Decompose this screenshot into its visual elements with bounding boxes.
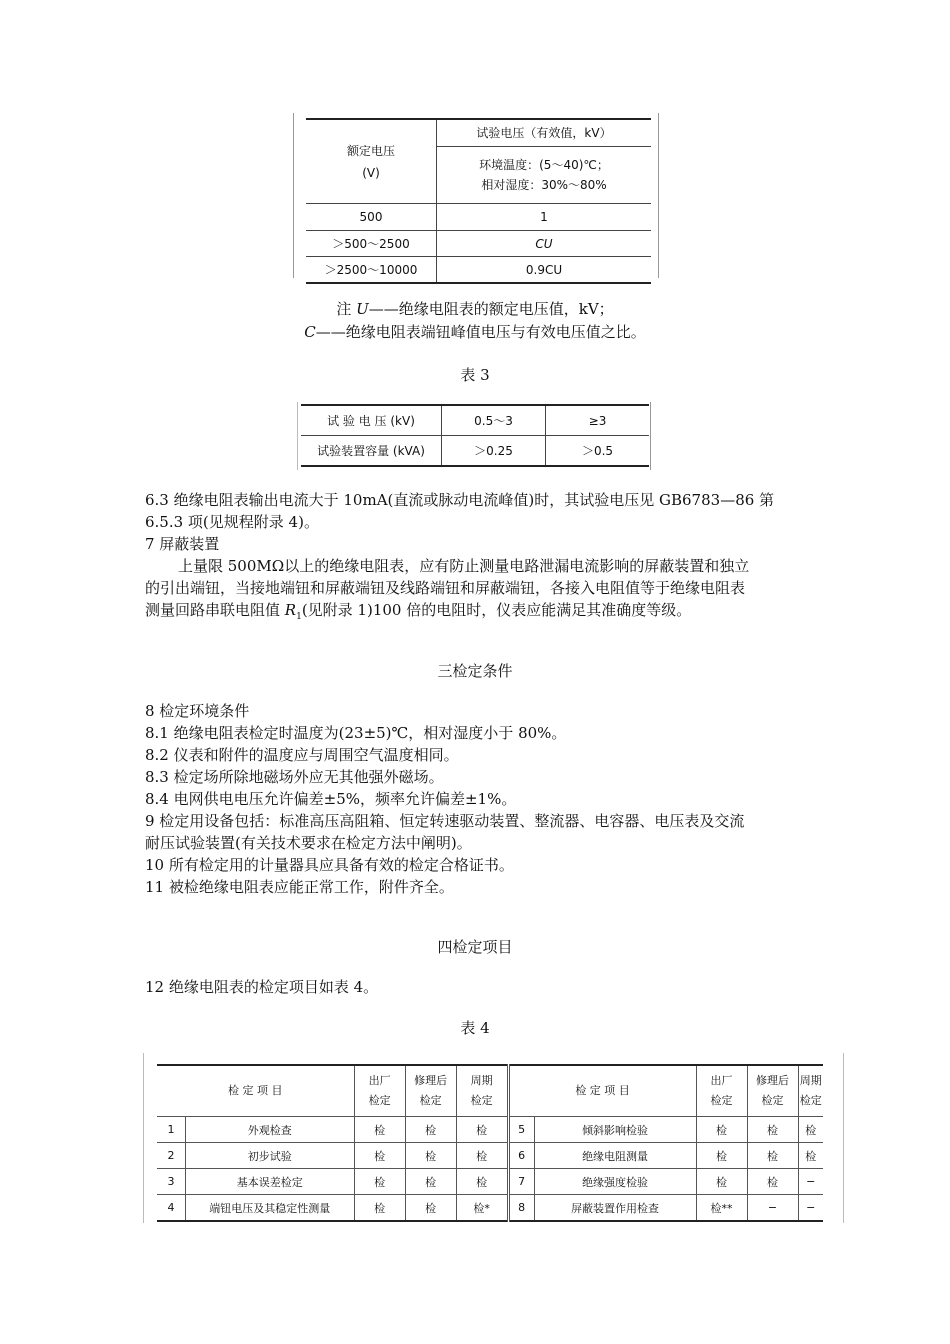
header-period bbox=[456, 1065, 508, 1117]
section-8-title: 8 检定环境条件 bbox=[145, 702, 250, 720]
table-cell: 检 bbox=[798, 1117, 823, 1143]
table-cell: − bbox=[798, 1169, 823, 1195]
table-row bbox=[157, 1143, 823, 1169]
table-cell: 检 bbox=[456, 1117, 508, 1143]
header-repair-2: 检定 bbox=[419, 1094, 442, 1107]
header-period-2: 检定 bbox=[470, 1094, 493, 1107]
env-humidity: 相对湿度：30%～80% bbox=[481, 178, 607, 192]
para-11: 11 被检绝缘电阻表应能正常工作，附件齐全。 bbox=[145, 878, 454, 896]
header-period-2col bbox=[798, 1065, 823, 1117]
table-cell: 检 bbox=[456, 1169, 508, 1195]
table-cell: 绝缘强度检验 bbox=[534, 1169, 696, 1195]
table-cell: 4 bbox=[157, 1195, 186, 1222]
table-cell: 7 bbox=[508, 1169, 534, 1195]
table-cell: 检 bbox=[405, 1143, 456, 1169]
table-row bbox=[157, 1117, 823, 1143]
verification-items-table bbox=[143, 1053, 844, 1223]
header-item: 检 定 项 目 bbox=[157, 1065, 354, 1117]
header-factory-2col-2: 检定 bbox=[710, 1094, 733, 1107]
note-line-2 bbox=[0, 321, 950, 342]
header-period-2col-2: 检定 bbox=[799, 1094, 822, 1107]
table-cell: 1 bbox=[157, 1117, 186, 1143]
table-cell: ＞0.5 bbox=[581, 444, 614, 458]
para-8-1: 8.1 绝缘电阻表检定时温度为(23±5)℃，相对湿度小于 80%。 bbox=[145, 724, 567, 742]
table-cell: 检 bbox=[747, 1143, 798, 1169]
table-cell: 2 bbox=[157, 1143, 186, 1169]
capacity-table bbox=[297, 402, 651, 470]
table-cell: 3 bbox=[157, 1169, 186, 1195]
note-line-1 bbox=[0, 298, 950, 319]
table-cell: 500 bbox=[306, 204, 437, 231]
table-cell: 检 bbox=[405, 1169, 456, 1195]
header-period-2col-1: 周期 bbox=[799, 1074, 822, 1087]
env-temperature: 环境温度：(5～40)℃； bbox=[479, 158, 609, 172]
table3-caption: 表 3 bbox=[460, 366, 490, 384]
table-cell: 0.9CU bbox=[437, 257, 652, 284]
table-cell: 端钮电压及其稳定性测量 bbox=[186, 1195, 355, 1222]
section-4-heading: 四检定项目 bbox=[437, 938, 513, 956]
table-row bbox=[157, 1195, 823, 1222]
table-cell: 基本误差检定 bbox=[186, 1169, 355, 1195]
table-cell: 检 bbox=[747, 1117, 798, 1143]
para-7-text-b: (见附录 1)100 倍的电阻时，仪表应能满足其准确度等级。 bbox=[301, 601, 692, 619]
note-prefix: 注 bbox=[336, 300, 357, 318]
table-cell: ＞500～2500 bbox=[306, 231, 437, 257]
para-6-3-line1: 6.3 绝缘电阻表输出电流大于 10mA(直流或脉动电流峰值)时，其试验电压见 GB6783—86 第 bbox=[145, 491, 775, 509]
table-cell: 检** bbox=[696, 1195, 747, 1222]
table-cell: ＞2500～10000 bbox=[306, 257, 437, 284]
para-7-text-a: 测量回路串联电阻值 bbox=[145, 601, 285, 619]
table-cell: 检 bbox=[405, 1117, 456, 1143]
header-factory-2col bbox=[696, 1065, 747, 1117]
header-rated-voltage bbox=[306, 119, 437, 204]
header-repair-1: 修理后 bbox=[414, 1074, 448, 1087]
para-8-2: 8.2 仪表和附件的温度应与周围空气温度相同。 bbox=[145, 746, 459, 764]
table-cell: 检 bbox=[354, 1143, 405, 1169]
table-cell: 外观检查 bbox=[186, 1117, 355, 1143]
header-item-2: 检 定 项 目 bbox=[508, 1065, 696, 1117]
para-9-line2: 耐压试验装置(有关技术要求在检定方法中阐明)。 bbox=[145, 834, 472, 852]
table-cell: 检 bbox=[456, 1143, 508, 1169]
header-environment bbox=[437, 147, 652, 204]
para-12: 12 绝缘电阻表的检定项目如表 4。 bbox=[145, 978, 379, 996]
table-cell: 8 bbox=[508, 1195, 534, 1222]
para-7-var-r: R bbox=[284, 601, 297, 619]
table-cell: 检 bbox=[354, 1195, 405, 1222]
table-cell: 检 bbox=[354, 1117, 405, 1143]
header-repair-2col-2: 检定 bbox=[761, 1094, 784, 1107]
header-factory bbox=[354, 1065, 405, 1117]
header-period-1: 周期 bbox=[470, 1074, 493, 1087]
header-repair-2col-1: 修理后 bbox=[756, 1074, 790, 1087]
table-cell: 检 bbox=[747, 1169, 798, 1195]
header-rated-unit: (V) bbox=[362, 165, 380, 180]
section-3-heading: 三检定条件 bbox=[437, 662, 513, 680]
para-7-sub: 1 bbox=[296, 612, 302, 622]
table-cell: 6 bbox=[508, 1143, 534, 1169]
table-cell: 倾斜影响检验 bbox=[534, 1117, 696, 1143]
header-factory-2col-1: 出厂 bbox=[710, 1074, 733, 1087]
table-cell: 5 bbox=[508, 1117, 534, 1143]
table-cell: − bbox=[747, 1195, 798, 1222]
para-7-line1: 上量限 500MΩ以上的绝缘电阻表，应有防止测量电路泄漏电流影响的屏蔽装置和独立 bbox=[178, 557, 750, 575]
table-cell: 检 bbox=[696, 1169, 747, 1195]
table-cell: 检 bbox=[696, 1117, 747, 1143]
para-7-line2: 的引出端钮，当接地端钮和屏蔽端钮及线路端钮和屏蔽端钮，各接入电阻值等于绝缘电阻表 bbox=[145, 579, 746, 597]
table-cell: 试 验 电 压 (kV) bbox=[301, 405, 442, 436]
table-cell: 初步试验 bbox=[186, 1143, 355, 1169]
header-repair-2col bbox=[747, 1065, 798, 1117]
para-10: 10 所有检定用的计量器具应具备有效的检定合格证书。 bbox=[145, 856, 514, 874]
note-var-c: C bbox=[304, 323, 316, 341]
table-cell: − bbox=[806, 1201, 816, 1214]
voltage-table bbox=[293, 113, 659, 278]
note-text-2: ——绝缘电阻表端钮峰值电压与有效电压值之比。 bbox=[315, 323, 646, 341]
para-7-line3 bbox=[145, 599, 810, 628]
table-cell: ＞0.25 bbox=[442, 436, 546, 467]
header-factory-2: 检定 bbox=[368, 1094, 391, 1107]
table-row bbox=[157, 1169, 823, 1195]
table-cell: CU bbox=[437, 231, 652, 257]
header-repair bbox=[405, 1065, 456, 1117]
note-var-u: U bbox=[356, 300, 369, 318]
table-cell: 检 bbox=[354, 1169, 405, 1195]
table-cell: 检 bbox=[405, 1195, 456, 1222]
para-8-3: 8.3 检定场所除地磁场外应无其他强外磁场。 bbox=[145, 768, 444, 786]
table-cell: 绝缘电阻测量 bbox=[534, 1143, 696, 1169]
para-9-line1: 9 检定用设备包括：标准高压高阻箱、恒定转速驱动装置、整流器、电容器、电压表及交流 bbox=[145, 812, 745, 830]
table-cell: 屏蔽装置作用检查 bbox=[534, 1195, 696, 1222]
header-test-voltage: 试验电压（有效值，kV） bbox=[437, 119, 652, 147]
para-6-3-line2: 6.5.3 项(见规程附录 4)。 bbox=[145, 513, 319, 531]
para-8-4: 8.4 电网供电电压允许偏差±5%，频率允许偏差±1%。 bbox=[145, 790, 517, 808]
note-text-1: ——绝缘电阻表的额定电压值，kV； bbox=[368, 300, 614, 318]
table-cell: 检* bbox=[456, 1195, 508, 1222]
table-cell: ≥3 bbox=[546, 405, 650, 436]
table-cell: 1 bbox=[437, 204, 652, 231]
table-cell: 0.5～3 bbox=[442, 405, 546, 436]
section-7-title: 7 屏蔽装置 bbox=[145, 535, 220, 553]
table-cell: 检 bbox=[696, 1143, 747, 1169]
header-factory-1: 出厂 bbox=[368, 1074, 391, 1087]
table-cell: 试验装置容量 (kVA) bbox=[301, 436, 442, 467]
table4-caption: 表 4 bbox=[460, 1019, 490, 1037]
table-cell: 检 bbox=[798, 1143, 823, 1169]
header-rated-label: 额定电压 bbox=[346, 143, 395, 158]
